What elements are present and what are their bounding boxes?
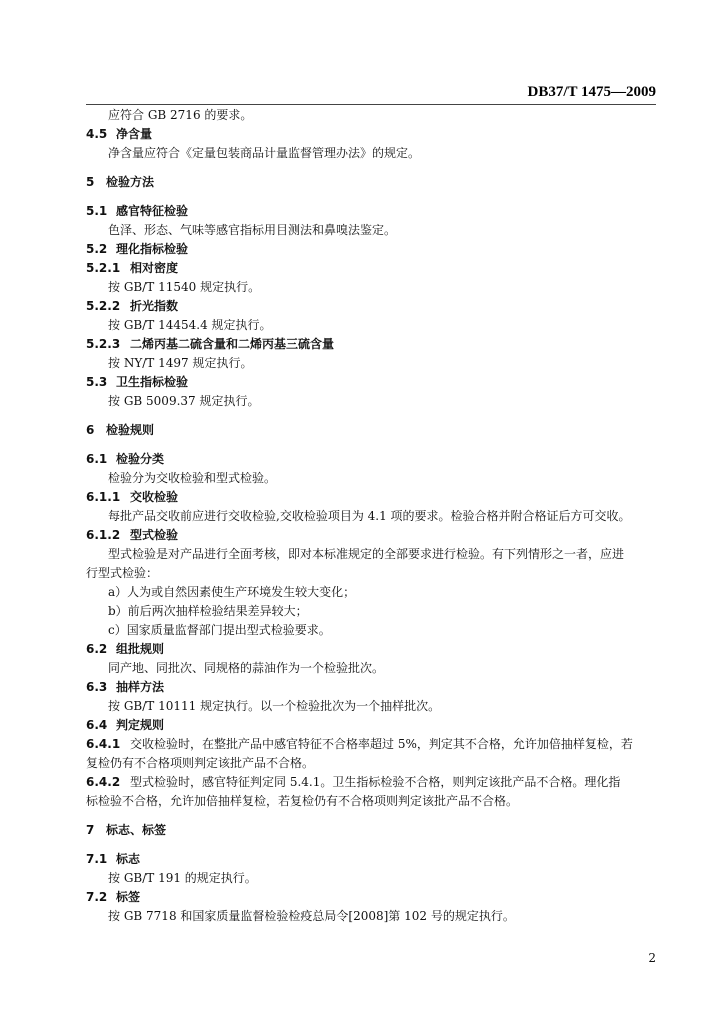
chapter-heading	[86, 421, 656, 440]
paragraph-text: 按 GB/T 11540 规定执行。	[108, 280, 261, 294]
document-id: DB37/T 1475—2009	[527, 84, 656, 100]
section-number: 5.2.2	[86, 299, 121, 313]
section-title: 标志、标签	[106, 823, 167, 837]
paragraph-continuation: 复检仍有不合格项则判定该批产品不合格。	[86, 756, 315, 770]
paragraph-text: 每批产品交收前应进行交收检验,交收检验项目为 4.1 项的要求。检验合格并附合格证后方可交收。	[108, 509, 631, 523]
section-heading	[86, 450, 656, 469]
section-heading	[86, 716, 656, 735]
section-title: 卫生指标检验	[116, 375, 189, 389]
section-title: 组批规则	[116, 642, 165, 656]
paragraph-text: 型式检验是对产品进行全面考核，即对本标准规定的全部要求进行检验。有下列情形之一者，应进	[108, 547, 625, 561]
paragraph-text: 应符合 GB 2716 的要求。	[108, 108, 253, 122]
section-title: 标志	[116, 852, 141, 866]
section-number: 7.1	[86, 852, 108, 866]
section-heading	[86, 735, 656, 754]
paragraph-text: 按 GB/T 191 的规定执行。	[108, 871, 257, 885]
section-title: 净含量	[116, 127, 153, 141]
section-title: 型式检验	[130, 528, 179, 542]
section-number: 5.1	[86, 204, 108, 218]
section-number: 6.2	[86, 642, 108, 656]
section-heading	[86, 240, 656, 259]
section-number: 6.4.2	[86, 775, 121, 789]
section-number: 7.2	[86, 890, 108, 904]
paragraph-continuation: 行型式检验：	[86, 566, 159, 580]
section-number: 5.2.1	[86, 261, 121, 275]
section-title: 检验方法	[106, 175, 155, 189]
paragraph-text: 按 GB/T 10111 规定执行。以一个检验批次为一个抽样批次。	[108, 699, 441, 713]
paragraph-text: 检验分为交收检验和型式检验。	[108, 471, 277, 485]
section-heading	[86, 335, 656, 354]
section-heading	[86, 888, 656, 907]
paragraph-text: 净含量应符合《定量包装商品计量监督管理办法》的规定。	[108, 146, 421, 160]
section-title: 检验分类	[116, 452, 165, 466]
section-title: 判定规则	[116, 718, 165, 732]
section-number: 6.1	[86, 452, 108, 466]
header-rule	[86, 104, 656, 105]
paragraph-text: a）人为或自然因素使生产环境发生较大变化；	[108, 585, 356, 599]
paragraph-continuation: 标检验不合格，允许加倍抽样复检，若复检仍有不合格项则判定该批产品不合格。	[86, 794, 519, 808]
section-inline-text: 交收检验时，在整批产品中感官特征不合格率超过 5%，判定其不合格，允许加倍抽样复检，若	[130, 737, 633, 751]
paragraph-text: 按 GB 7718 和国家质量监督检验检疫总局令[2008]第 102 号的规定执行。	[108, 909, 515, 923]
section-title: 检验规则	[106, 423, 155, 437]
section-heading	[86, 297, 656, 316]
section-number: 4.5	[86, 127, 108, 141]
section-heading	[86, 678, 656, 697]
section-number: 6.4.1	[86, 737, 121, 751]
section-title: 相对密度	[130, 261, 179, 275]
section-title: 交收检验	[130, 490, 179, 504]
section-number: 6.1.2	[86, 528, 121, 542]
section-title: 感官特征检验	[116, 204, 189, 218]
section-heading	[86, 125, 656, 144]
section-number: 6.1.1	[86, 490, 121, 504]
paragraph-text: 色泽、形态、气味等感官指标用目测法和鼻嗅法鉴定。	[108, 223, 397, 237]
section-heading	[86, 202, 656, 221]
section-inline-text: 型式检验时，感官特征判定同 5.4.1。卫生指标检验不合格，则判定该批产品不合格。理化指	[130, 775, 621, 789]
section-number: 6.4	[86, 718, 108, 732]
section-title: 抽样方法	[116, 680, 165, 694]
section-number: 6.3	[86, 680, 108, 694]
section-heading	[86, 850, 656, 869]
section-number: 5.2	[86, 242, 108, 256]
section-heading	[86, 773, 656, 792]
chapter-heading	[86, 821, 656, 840]
section-heading	[86, 373, 656, 392]
section-number: 5.3	[86, 375, 108, 389]
section-title: 折光指数	[130, 299, 179, 313]
section-number: 5	[86, 175, 95, 189]
section-heading	[86, 526, 656, 545]
section-number: 6	[86, 423, 95, 437]
paragraph-text: 同产地、同批次、同规格的蒜油作为一个检验批次。	[108, 661, 385, 675]
paragraph-text: 按 GB 5009.37 规定执行。	[108, 394, 260, 408]
section-heading	[86, 640, 656, 659]
section-title: 理化指标检验	[116, 242, 189, 256]
paragraph-text: 按 GB/T 14454.4 规定执行。	[108, 318, 272, 332]
section-title: 二烯丙基二硫含量和二烯丙基三硫含量	[130, 337, 335, 351]
paragraph-text: c）国家质量监督部门提出型式检验要求。	[108, 623, 331, 637]
section-title: 标签	[116, 890, 141, 904]
paragraph-text: b）前后两次抽样检验结果差异较大；	[108, 604, 308, 618]
section-heading	[86, 259, 656, 278]
chapter-heading	[86, 173, 656, 192]
section-heading	[86, 488, 656, 507]
paragraph-text: 按 NY/T 1497 规定执行。	[108, 356, 253, 370]
page-number: 2	[648, 951, 656, 965]
section-number: 5.2.3	[86, 337, 121, 351]
section-number: 7	[86, 823, 95, 837]
document-body	[86, 106, 656, 926]
